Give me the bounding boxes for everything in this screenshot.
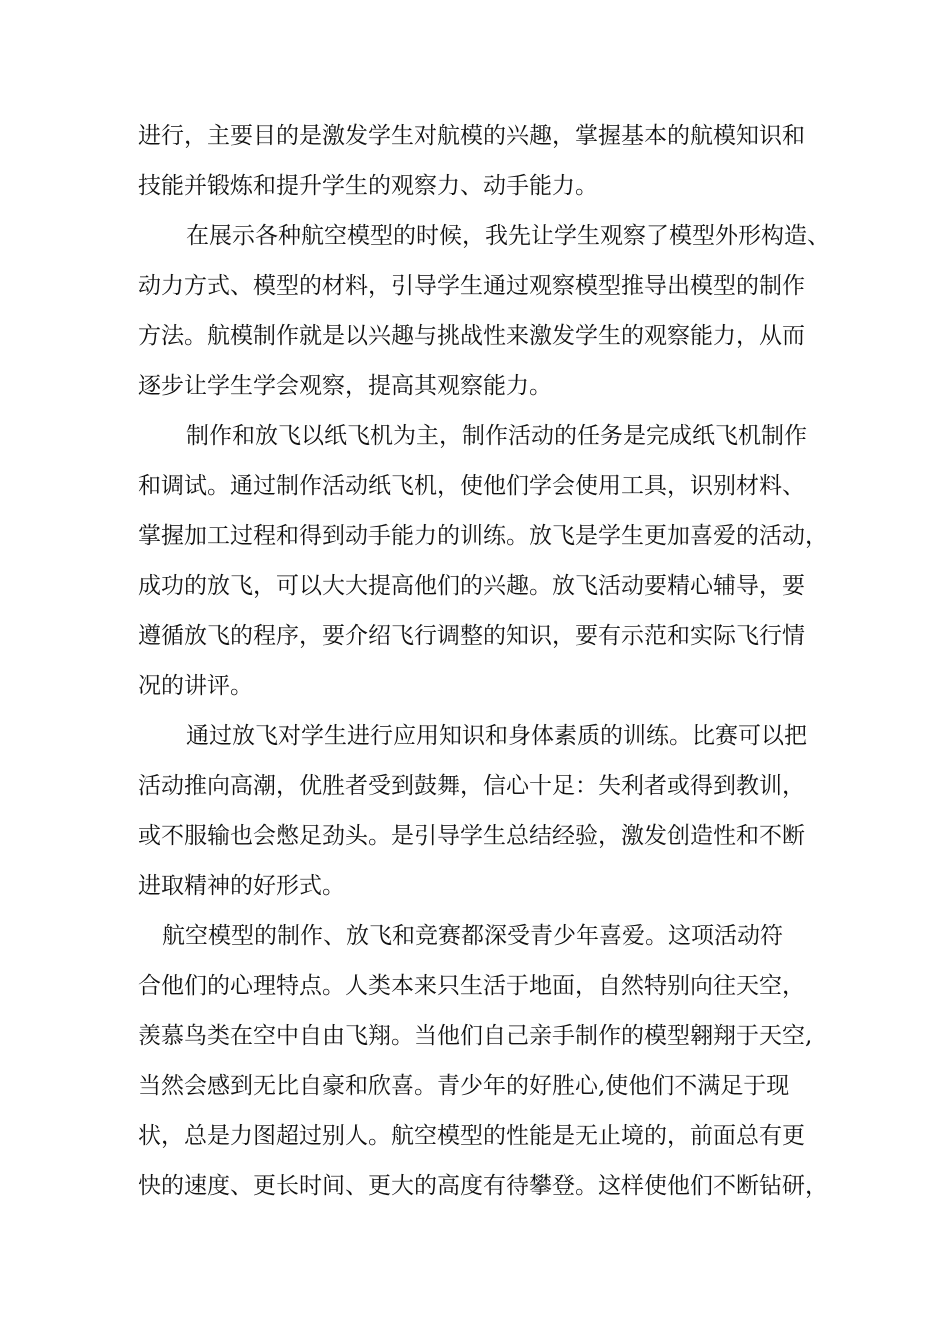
text-line: 成功的放飞，可以大大提高他们的兴趣。放飞活动要精心辅导，要: [138, 573, 805, 599]
text-line: 或不服输也会憋足劲头。是引导学生总结经验，激发创造性和不断: [138, 823, 805, 849]
text-line: 通过放飞对学生进行应用知识和身体素质的训练。比赛可以把: [186, 723, 807, 749]
text-line: 制作和放飞以纸飞机为主，制作活动的任务是完成纸飞机制作: [186, 423, 807, 449]
text-line: 动力方式、模型的材料，引导学生通过观察模型推导出模型的制作: [138, 273, 805, 299]
text-line: 况的讲评。: [138, 673, 253, 699]
text-line: 方法。航模制作就是以兴趣与挑战性来激发学生的观察能力，从而: [138, 323, 805, 349]
text-line: 进行，主要目的是激发学生对航模的兴趣，掌握基本的航模知识和: [138, 123, 805, 149]
text-line: 快的速度、更长时间、更大的高度有待攀登。这样使他们不断钻研，: [138, 1173, 828, 1199]
text-line: 航空模型的制作、放飞和竞赛都深受青少年喜爱。这项活动符: [162, 923, 783, 949]
text-line: 在展示各种航空模型的时候，我先让学生观察了模型外形构造、: [186, 223, 830, 249]
text-line: 和调试。通过制作活动纸飞机，使他们学会使用工具，识别材料、: [138, 473, 805, 499]
text-line: 掌握加工过程和得到动手能力的训练。放飞是学生更加喜爱的活动，: [138, 523, 828, 549]
text-line: 羡慕鸟类在空中自由飞翔。当他们自己亲手制作的模型翱翔于天空,: [138, 1023, 813, 1049]
text-line: 遵循放飞的程序，要介绍飞行调整的知识，要有示范和实际飞行情: [138, 623, 805, 649]
text-line: 进取精神的好形式。: [138, 873, 345, 899]
text-line: 合他们的心理特点。人类本来只生活于地面，自然特别向往天空，: [138, 973, 805, 999]
text-line: 活动推向高潮，优胜者受到鼓舞，信心十足：失利者或得到教训，: [138, 773, 805, 799]
text-line: 技能并锻炼和提升学生的观察力、动手能力。: [138, 173, 598, 199]
text-line: 逐步让学生学会观察，提高其观察能力。: [138, 373, 552, 399]
text-line: 状，总是力图超过别人。航空模型的性能是无止境的，前面总有更: [138, 1123, 805, 1149]
text-line: 当然会感到无比自豪和欣喜。青少年的好胜心,使他们不满足于现: [138, 1073, 790, 1099]
